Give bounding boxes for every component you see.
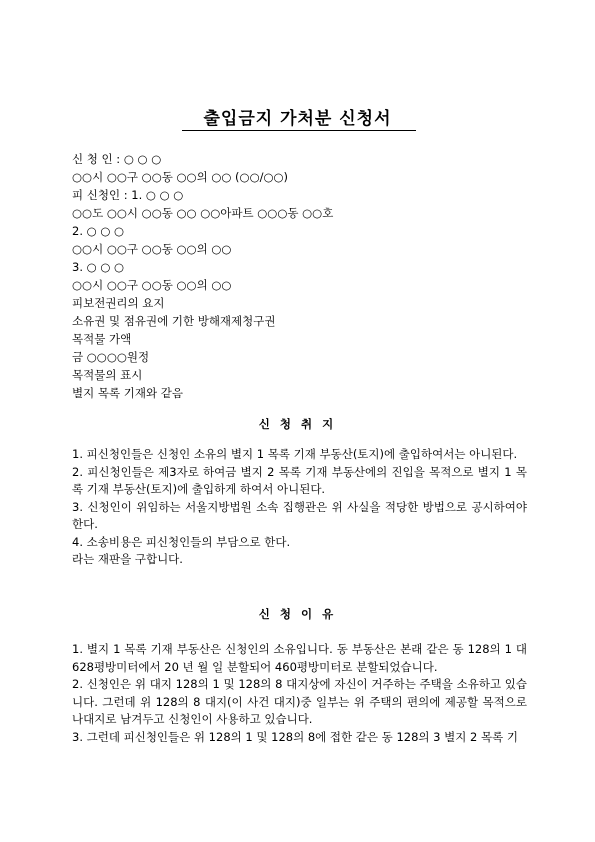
party-line: 피 신청인 : 1. ○ ○ ○ <box>72 188 184 202</box>
party-line: 피보전권리의 요지 <box>72 296 165 310</box>
reason-heading: 신 청 이 유 <box>258 607 337 621</box>
purpose-item: 4. 소송비용은 피신청인들의 부담으로 한다. <box>72 534 291 549</box>
reason-item: 3. 그런데 피신청인들은 위 128의 1 및 128의 8에 접한 같은 동 128의 3 별지 2 목록 기 <box>72 729 518 744</box>
purpose-section <box>72 446 527 569</box>
party-line: ○○시 ○○구 ○○동 ○○의 ○○ <box>72 278 232 292</box>
party-line: ○○도 ○○시 ○○동 ○○ ○○아파트 ○○○동 ○○호 <box>72 206 334 220</box>
party-line: 2. ○ ○ ○ <box>72 224 125 238</box>
reason-section <box>72 641 527 746</box>
party-line: 소유권 및 점유권에 기한 방해재제청구권 <box>72 314 276 328</box>
party-line: 3. ○ ○ ○ <box>72 260 125 274</box>
purpose-item: 2. 피신청인들은 제3자로 하여금 별지 2 목록 기재 부동산에의 진입을 목적으로 별지 1 목록 기재 부동산(토지)에 출입하게 하여서 아니된다. <box>72 464 527 496</box>
party-line: ○○시 ○○구 ○○동 ○○의 ○○ <box>72 242 232 256</box>
purpose-item: 1. 피신청인들은 신청인 소유의 별지 1 목록 기재 부동산(토지)에 출입하여서는 아니된다. <box>72 447 518 461</box>
purpose-closing: 라는 재판을 구합니다. <box>72 552 183 566</box>
party-line: 별지 목록 기재와 같음 <box>72 386 183 400</box>
party-line: 목적물의 표시 <box>72 368 143 382</box>
reason-item: 2. 신청인은 위 대지 128의 1 및 128의 8 대지상에 자신이 거주하는 주택을 소유하고 있습니다. 그런데 위 128의 8 대지(이 사건 대지)중 일부는 위 주택의 편의에 제공할 목적으로 나대지로 남겨두고 신청인이 사용하고 있습니다. <box>72 677 527 726</box>
reason-item: 1. 별지 1 목록 기재 부동산은 신청인의 소유입니다. 동 부동산은 본래 같은 동 128의 1 대 628평방미터에서 20 년 월 일 분할되어 460평방미터로 분할되었습니다. <box>72 642 527 674</box>
purpose-heading: 신 청 취 지 <box>258 417 337 431</box>
party-line: 금 ○○○○원정 <box>72 350 150 364</box>
party-line: 신 청 인 : ○ ○ ○ <box>72 152 162 166</box>
party-line: ○○시 ○○구 ○○동 ○○의 ○○ (○○/○○) <box>72 170 289 184</box>
purpose-item: 3. 신청인이 위임하는 서울지방법원 소속 집행관은 위 사실을 적당한 방법으로 공시하여야 한다. <box>72 499 527 531</box>
document-title: 출입금지 가처분 신청서 <box>203 109 392 129</box>
title-underline <box>182 130 416 131</box>
party-line: 목적물 가액 <box>72 332 132 346</box>
